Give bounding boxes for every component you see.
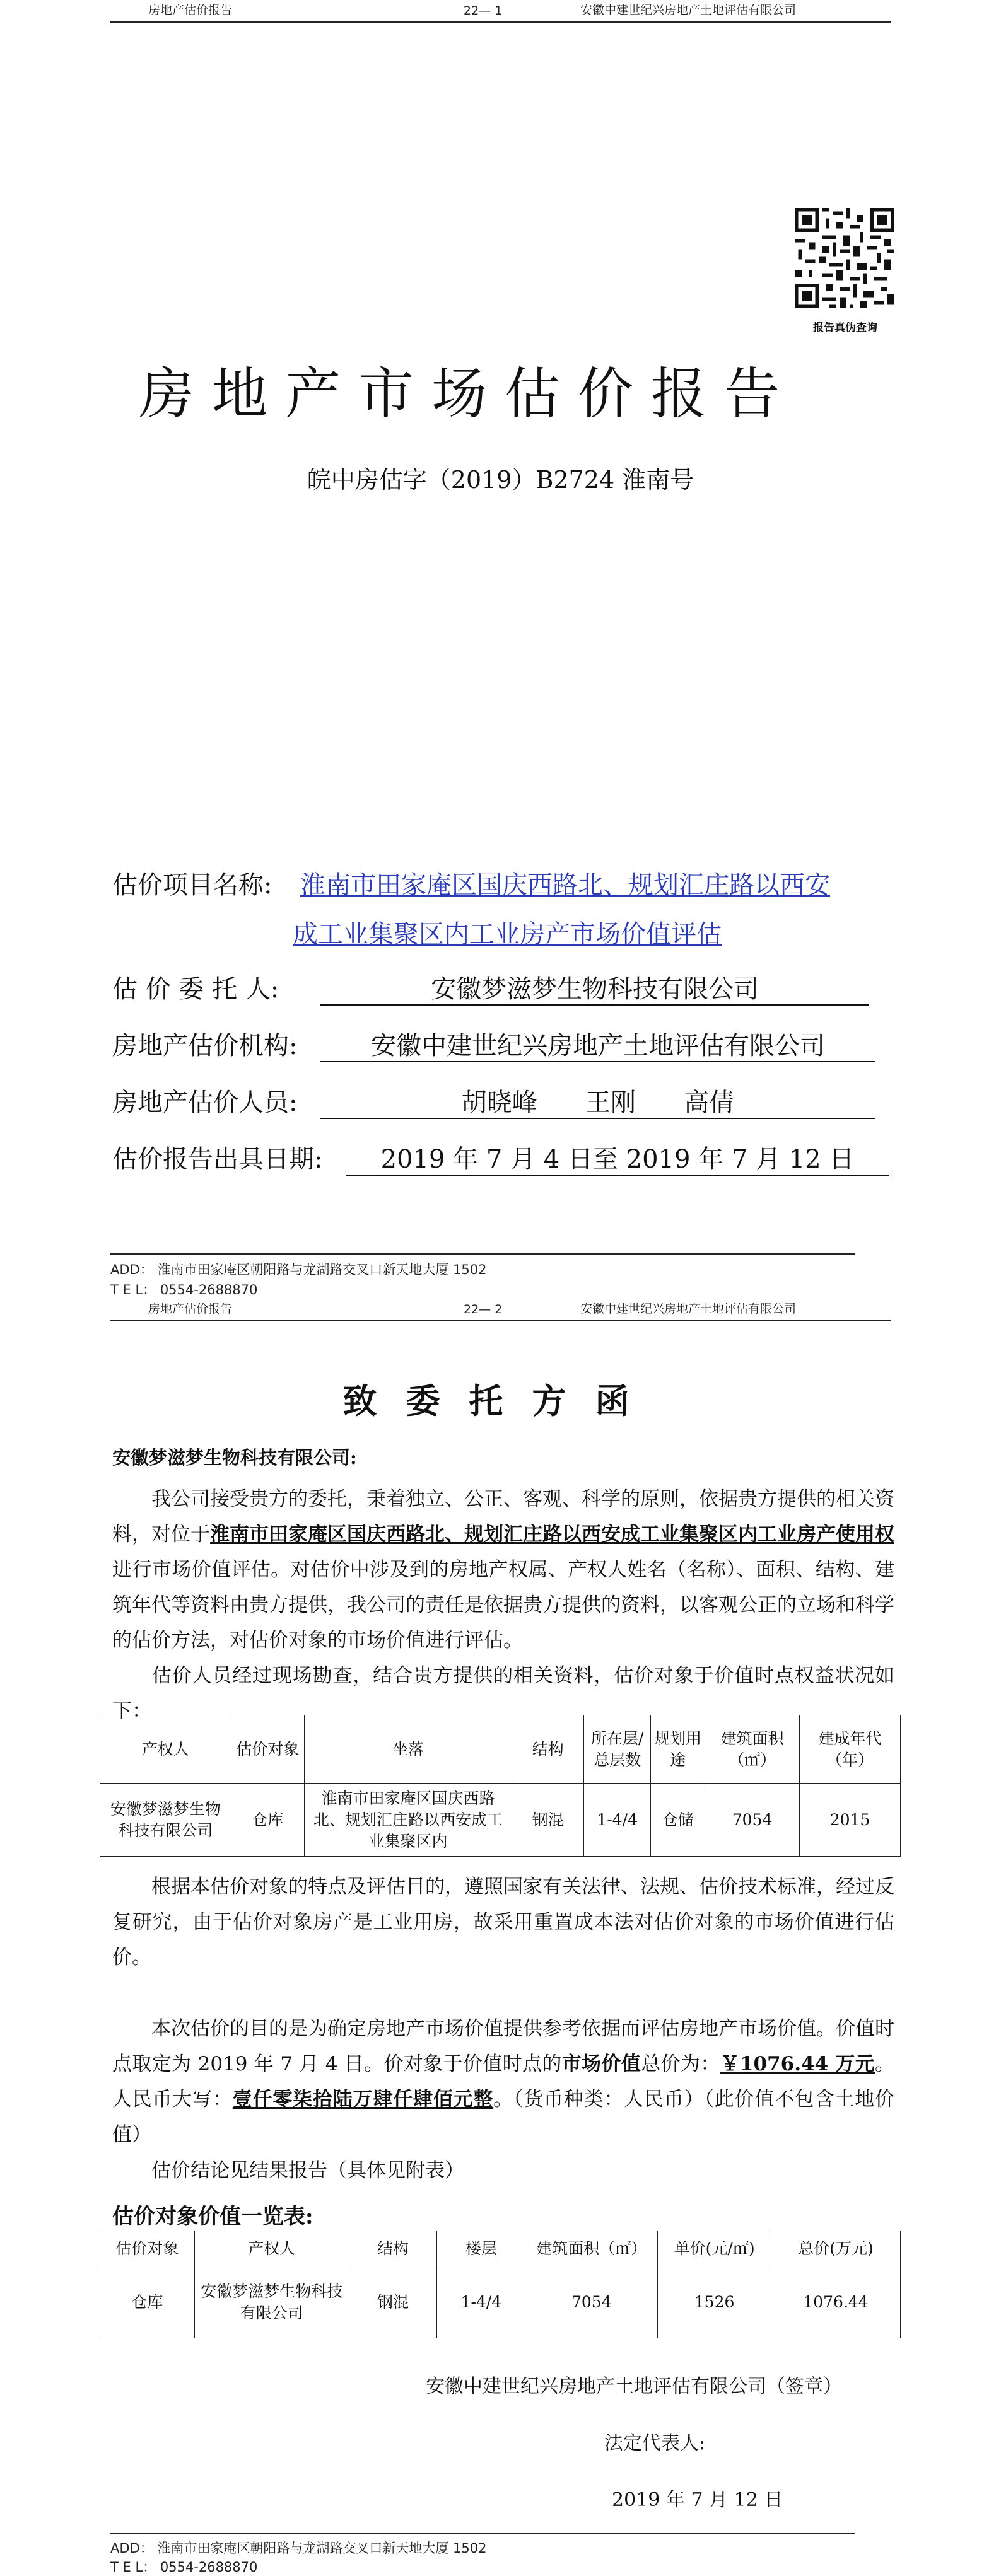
table-header: 规划用途 [651,1715,705,1784]
table-cell: 安徽梦滋梦生物科技有限公司 [194,2266,349,2338]
table-header: 坐落 [304,1715,512,1784]
table-cell: 1076.44 [771,2266,901,2338]
appraisers-label: 房地产估价人员: [112,1088,298,1117]
table-cell: 7054 [525,2266,658,2338]
table-header: 产权人 [194,2231,349,2266]
total-value-amount: ￥1076.44 万元 [720,2053,875,2075]
qr-caption: 报告真伪查询 [813,322,877,334]
table-header: 楼层 [437,2231,525,2266]
client-label: 估 价 委 托 人: [112,975,279,1004]
table-header: 结构 [512,1715,584,1784]
letter-title: 致委托方函 [342,1381,659,1421]
table-row [100,2266,901,2338]
table-header: 建成年代（年） [800,1715,901,1784]
addressee: 安徽梦滋梦生物科技有限公司: [112,1447,357,1468]
header-company: 安徽中建世纪兴房地产土地评估有限公司 [580,3,797,17]
table-header: 建筑面积（㎡） [705,1715,800,1784]
value-text: 。人民币大写： [112,2053,894,2111]
footer-tel: T E L： 0554-2688870 [110,1282,258,1297]
table-cell: 仓库 [100,2266,195,2338]
qr-code-icon[interactable] [795,208,894,308]
table-header: 产权人 [100,1715,231,1784]
client-value: 安徽梦滋梦生物科技有限公司 [320,974,869,1006]
paragraph-conclusion [112,2153,894,2188]
table-header-row [100,1715,901,1784]
market-value-label: 市场价值 [561,2053,641,2075]
footer-address: ADD： 淮南市田家庵区朝阳路与龙湖路交叉口新天地大厦 1502 [110,2541,487,2556]
header-left: 房地产估价报告 [148,1302,233,1316]
header-company: 安徽中建世纪兴房地产土地评估有限公司 [580,1302,797,1316]
signature-date: 2019 年 7 月 12 日 [612,2489,783,2511]
legal-representative: 法定代表人: [604,2432,706,2454]
report-title: 房地产市场估价报告 [139,361,798,426]
project-name-label: 估价项目名称: [112,871,272,900]
summary-heading: 估价对象价值一览表: [112,2204,313,2229]
letter-page [0,1299,1001,2576]
method-text: 根据本估价对象的特点及评估目的，遵照国家有关法律、法规、估价技术标准，经过反复研究，由于估价对象房产是工业用房，故采用重置成本法对估价对象的市场价值进行估价。 [112,1876,894,1969]
table-header: 估价对象 [231,1715,304,1784]
table-cell: 钢混 [349,2266,437,2338]
table-header-row [100,2231,901,2266]
table-header: 结构 [349,2231,437,2266]
table-cell: 钢混 [512,1784,584,1857]
paragraph-value [112,2011,894,2152]
page-header [110,1299,891,1321]
issue-date-label: 估价报告出具日期: [112,1145,323,1174]
table-cell: 7054 [705,1784,800,1857]
page-header [110,0,891,23]
footer-divider [110,2533,855,2534]
footer-address: ADD： 淮南市田家庵区朝阳路与龙湖路交叉口新天地大厦 1502 [110,1262,487,1277]
table-header: 总价(万元) [771,2231,901,2266]
table-cell: 1-4/4 [584,1784,651,1857]
report-number: 皖中房估字（2019）B2724 淮南号 [307,466,694,494]
appraisers-value: 胡晓峰 王刚 高倩 [320,1088,875,1119]
issue-date-value: 2019 年 7 月 4 日至 2019 年 7 月 12 日 [346,1144,889,1176]
property-location: 淮南市田家庵区国庆西路北、规划汇庄路以西安成工业集聚区内工业房产使用权 [210,1523,894,1546]
signature-company: 安徽中建世纪兴房地产土地评估有限公司（签章） [426,2376,842,2398]
intro-text-cont: 进行市场价值评估。对估价中涉及到的房地产权属、产权人姓名（名称）、面积、结构、建筑年代等资料由贵方提供，我公司的责任是依据贵方提供的资料，以客观公正的立场和科学的估价方法，对估价对象的市场价值进行评估。 [112,1558,894,1652]
table-row [100,1784,901,1857]
survey-text: 估价人员经过现场勘查，结合贵方提供的相关资料，估价对象于价值时点权益状况如下： [112,1664,894,1722]
table-cell: 安徽梦滋梦生物科技有限公司 [100,1784,231,1857]
header-page-number: 22— 1 [464,4,503,18]
table-cell: 仓库 [231,1784,304,1857]
intro-text: 我公司接受贵方的委托，秉着独立、公正、客观、科学的原则，依据贵方提供的相关资料，对位于 [112,1488,894,1546]
value-summary-table [100,2231,901,2338]
header-left: 房地产估价报告 [148,3,233,17]
table-cell: 1-4/4 [437,2266,525,2338]
table-cell: 淮南市田家庵区国庆西路北、规划汇庄路以西安成工业集聚区内 [304,1784,512,1857]
value-text: 总价为： [641,2053,720,2075]
footer-divider [110,1253,855,1255]
table-header: 所在层/总层数 [584,1715,651,1784]
header-page-number: 22— 2 [464,1303,503,1316]
agency-label: 房地产估价机构: [112,1031,298,1060]
value-text: 。（货币种类：人民币）（此价值不包含土地价值） [112,2088,895,2146]
total-value-words: 壹仟零柒拾陆万肆仟肆佰元整 [232,2088,494,2111]
agency-value: 安徽中建世纪兴房地产土地评估有限公司 [320,1031,875,1062]
project-name-value-line1[interactable]: 淮南市田家庵区国庆西路北、规划汇庄路以西安 [300,871,830,900]
table-cell: 仓储 [651,1784,705,1857]
value-text: 本次估价的目的是为确定房地产市场价值提供参考依据而评估房地产市场价值。价值时点取定为 2019 年 7 月 4 日。价对象于价值时点的 [112,2017,894,2075]
conclusion-text: 估价结论见结果报告（具体见附表） [151,2159,464,2182]
table-header: 单价(元/㎡) [658,2231,771,2266]
project-name-value-line2[interactable]: 成工业集聚区内工业房产市场价值评估 [293,920,722,949]
table-header: 建筑面积（㎡） [525,2231,658,2266]
paragraph-intro [112,1482,894,1658]
footer-tel: T E L： 0554-2688870 [110,2560,258,2575]
table-header: 估价对象 [100,2231,195,2266]
table-cell: 1526 [658,2266,771,2338]
table-cell: 2015 [800,1784,901,1857]
property-rights-table [100,1715,901,1857]
paragraph-method [112,1869,894,1975]
